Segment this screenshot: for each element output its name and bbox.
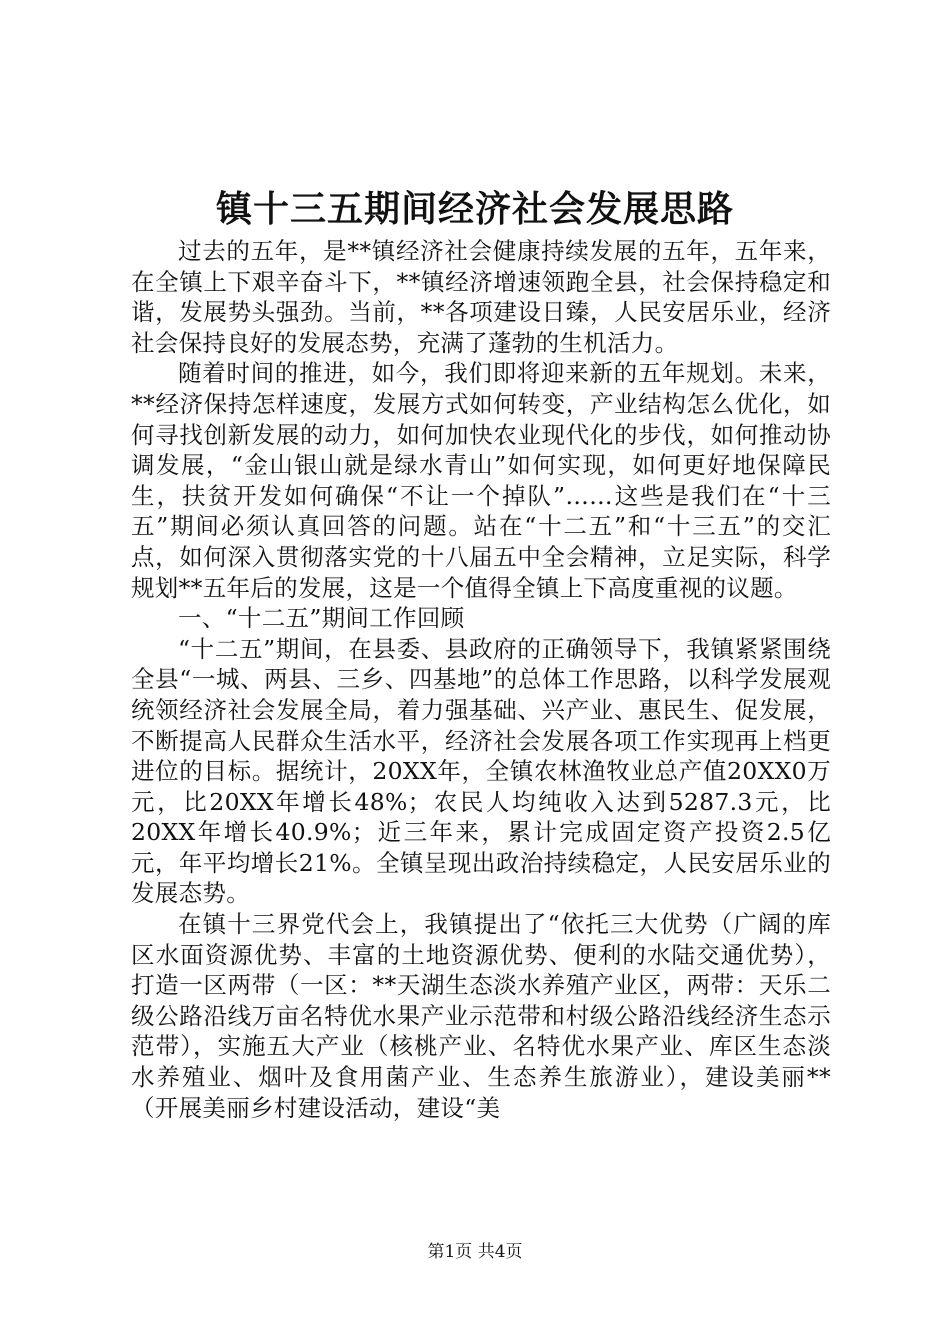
paragraph-intro: 过去的五年，是**镇经济社会健康持续发展的五年，五年来，在全镇上下艰辛奋斗下，**镇经济增速领跑全县，社会保持稳定和谐，发展势头强劲。当前，**各项建设日臻，人民安居乐业，经济社会保持良好的发展态势，充满了蓬勃的生机活力。 xyxy=(131,237,831,357)
paragraph-outlook: 随着时间的推进，如今，我们即将迎来新的五年规划。未来，**经济保持怎样速度，发展方式如何转变，产业结构怎么优化，如何寻找创新发展的动力，如何加快农业现代化的步伐，如何推动协调发展，“金山银山就是绿水青山”如何实现，如何更好地保障民生，扶贫开发如何确保“不让一个掉队”……这些是我们在“十三五”期间必须认真回答的问题。站在“十二五”和“十三五”的交汇点，如何深入贯彻落实党的十八届五中全会精神，立足实际，科学规划**五年后的发展，这是一个值得全镇上下高度重视的议题。 xyxy=(131,359,831,602)
paragraph-congress: 在镇十三界党代会上，我镇提出了“依托三大优势（广阔的库区水面资源优势、丰富的土地资源优势、便利的水陆交通优势），打造一区两带（一区：**天湖生态淡水养殖产业区，两带：天乐二级公路沿线万亩名特优水果产业示范带和村级公路沿线经济生态示范带），实施五大产业（核桃产业、名特优水果产业、库区生态淡水养殖业、烟叶及食用菌产业、生态养生旅游业），建设美丽**（开展美丽乡村建设活动，建设“美 xyxy=(131,910,831,1122)
page-footer: 第1页 共4页 xyxy=(427,1242,523,1262)
section-heading: 一、“十二五”期间工作回顾 xyxy=(178,604,465,633)
document-body xyxy=(131,236,831,1123)
paragraph-review: “十二五”期间，在县委、县政府的正确领导下，我镇紧紧围绕全县“一城、两县、三乡、四基地”的总体工作思路，以科学发展观统领经济社会发展全局，着力强基础、兴产业、惠民生、促发展，不断提高人民群众生活水平，经济社会发展各项工作实现再上档更进位的目标。据统计，20XX年，全镇农林渔牧业总产值20XX0万元，比20XX年增长48%；农民人均纯收入达到5287.3元，比20XX年增长40.9%；近三年来，累计完成固定资产投资2.5亿元，年平均增长21%。全镇呈现出政治持续稳定，人民安居乐业的发展态势。 xyxy=(131,634,831,908)
document-title: 镇十三五期间经济社会发展思路 xyxy=(215,188,734,230)
